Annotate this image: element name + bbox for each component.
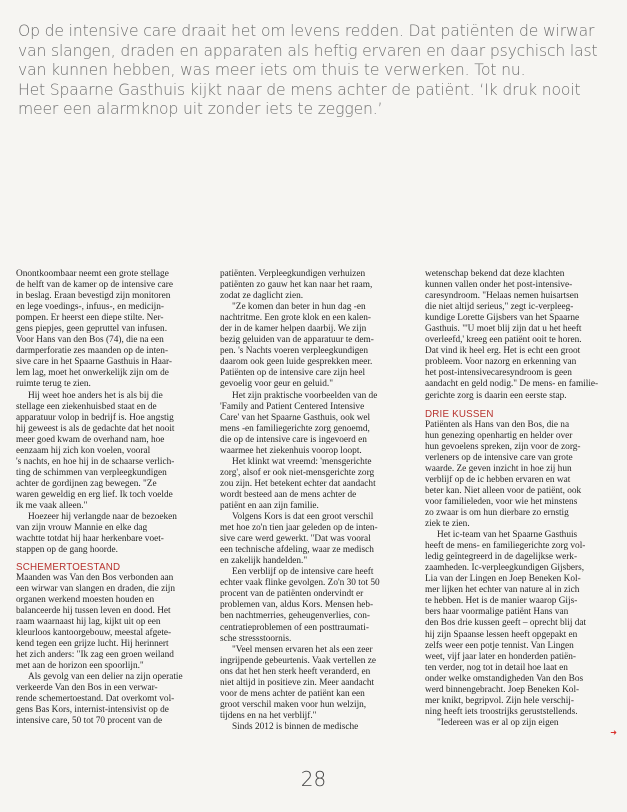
text-line: patiënten. Verpleegkundigen verhuizen [220, 269, 366, 279]
text-line: mer lijken het echter van nature al in zich [425, 585, 580, 596]
text-line: bezig geluiden van de apparatuur te dem- [220, 335, 374, 346]
text-line: de helft van de kamer op de intensive care [16, 280, 173, 291]
text-line: in beslag. Eraan bevestigd zijn monitoren [16, 291, 171, 302]
text-line: sive care werd gewerkt. "Dat was vooral [220, 534, 371, 545]
text-line: een technische afdeling, waar ze medisch [220, 545, 374, 556]
paragraph [425, 718, 619, 729]
text-line: gerichte zorg is daarin een eerste stap. [425, 390, 567, 401]
text-line: Hoezeer hij verlangde naar de bezoeken [28, 512, 177, 523]
text-line: heeft de mens- en familiegerichte zorg vol- [425, 541, 586, 552]
text-line: Volgens Kors is dat een groot verschil [232, 512, 374, 523]
text-line: "Iedereen was er al op zijn eigen [437, 717, 559, 728]
intro-line: van slangen, draden en apparaten als heftig ervaren en daar psychisch last [18, 41, 598, 60]
text-line: "Veel mensen ervaren het als een zeer [232, 644, 373, 655]
text-line: waren geweldig en erg lief. Ik toch voelde [16, 489, 173, 500]
text-line: hij zijn Spaanse lessen heeft opgepakt en [425, 629, 578, 640]
text-line: patiënten zo gauw het kan naar het raam, [220, 280, 373, 291]
text-line: verleners op de intensive care van grote [425, 452, 573, 463]
text-line: Gasthuis. "'U moet blij zijn dat u het heeft [425, 324, 582, 335]
text-line: Een verblijf op de intensive care heeft [232, 567, 374, 578]
text-line: wachtte totdat hij haar herkenbare voet- [16, 534, 164, 545]
text-line: ben nachtmerries, geheugenverlies, con- [220, 611, 370, 622]
text-line: aandacht en geld nodig." De mens- en familie- [425, 379, 599, 390]
text-line: Lia van der Lingen en Joep Beneken Kol- [425, 574, 581, 585]
paragraph [16, 573, 206, 672]
text-line: Het klinkt wat vreemd: 'mensgerichte [232, 456, 372, 467]
text-line: ting de schimmen van verpleegkundigen [16, 467, 167, 478]
text-line: het post-intensivecaresyndroom is geen [425, 368, 572, 379]
text-line: werd binnengebracht. Joep Beneken Kol- [425, 684, 580, 695]
text-line: stappen op de gang hoorde. [16, 545, 118, 556]
text-line: tijdens en na het verblijf." [220, 710, 317, 721]
text-line: gevoelig voor geur en geluid." [220, 379, 334, 390]
paragraph [16, 512, 206, 556]
text-line: niet altijd in positieve zin. Meer aandacht [220, 677, 375, 688]
text-line: Het ic-team van het Spaarne Gasthuis [437, 530, 578, 541]
text-line: hij geweest is als de gedachte dat het nooit [16, 423, 175, 434]
text-line: sche stressstoornis. [220, 633, 292, 644]
text-line: een wirwar van slangen en draden, die zijn [16, 583, 176, 594]
paragraph [220, 645, 410, 722]
text-line: groot verschil maken voor hun welzijn, [220, 699, 367, 710]
text-line: Dat vind ik heel erg. Het is echt een groot [425, 346, 581, 357]
paragraph [425, 530, 619, 718]
intro-line: van kunnen hebben, was meer iets om thuis te verwerken. Tot nu. [18, 61, 526, 80]
text-line: waarde. Ze geven inzicht in hoe zij hun [425, 463, 572, 474]
text-line: intensive care, 50 tot 70 procent van de [16, 716, 163, 727]
text-line: gens piepjes, geen gepruttel van infusen. [16, 324, 168, 335]
text-line: overleefd,' kreeg een patiënt ooit te horen. [425, 335, 582, 346]
text-line: raam waarnaast hij lag, kijkt uit op een [16, 616, 161, 627]
paragraph [220, 567, 410, 644]
text-line: balanceerde hij tussen leven en dood. Het [16, 605, 171, 616]
paragraph [16, 672, 206, 727]
text-line: organen werkend moesten houden en [16, 594, 155, 605]
text-line: zorg', alsof er ook niet-mensgerichte zorg [220, 467, 375, 478]
article-column-2 [220, 269, 410, 733]
arrow-right-icon: ➜ [610, 727, 617, 737]
text-line: darmperforatie zes maanden op de inten- [16, 346, 169, 357]
text-line: weet, vijf jaar later en honderden patiën- [425, 651, 577, 662]
text-line: achter de gordijnen zag bewegen. "Ze [16, 478, 157, 489]
text-line: Onontkoombaar neemt een grote stellage [16, 269, 169, 279]
text-line: verkeerde Van den Bos in een verwar- [16, 683, 158, 694]
text-line: kleurloos kantoorgebouw, meestal afgete- [16, 628, 172, 638]
text-line: nachtritme. Een grote klok en een kalen- [220, 313, 372, 324]
text-line: ik me vaak alleen." [16, 500, 88, 511]
text-line: met aan de horizon een spoorlijn." [16, 661, 144, 672]
text-line: en zakelijk handelden." [220, 556, 308, 567]
text-line: centratieproblemen of een posttraumati- [220, 622, 369, 633]
page-number: 28 [300, 767, 327, 791]
paragraph [220, 722, 410, 733]
text-line: patiënt en aan zijn familie. [220, 500, 319, 511]
text-line: rende schemertoestand. Dat overkomt vol- [16, 694, 175, 705]
text-line: meer goed kwam de overhand nam, hoe [16, 434, 165, 445]
text-line: eenzaam hij zich kon voelen, vooral [16, 445, 151, 456]
text-line: sive care in het Spaarne Gasthuis in Haar- [16, 357, 172, 368]
text-line: daarom ook geen luide gesprekken meer. [220, 357, 373, 368]
text-line: zaamheden. Ic-verpleegkundigen Gijsbers, [425, 563, 585, 574]
section-heading: SCHEMERTOESTAND [16, 561, 121, 573]
text-line: procent van de patiënten ondervindt er [220, 589, 364, 600]
text-line: der in de kamer helpen daarbij. We zijn [220, 324, 367, 335]
text-line: pompen. Er heerst een diepe stilte. Ner- [16, 313, 164, 324]
text-line: Patiënten op de intensive care zijn heel [220, 368, 366, 379]
text-line: voor familieleden, voor wie het minstens [425, 496, 578, 507]
text-line: den Bos drie kussen geeft – oprecht blij dat [425, 618, 587, 629]
text-line: te hebben. Het is de manier waarop Gijs- [425, 596, 578, 607]
section-heading: DRIE KUSSEN [425, 408, 494, 420]
text-line: en lege voedings-, infuus-, en medicijn- [16, 302, 164, 313]
text-line: zo zwaar is om hun dierbare zo ernstig [425, 507, 569, 518]
text-line: Het zijn praktische voorbeelden van de [232, 390, 378, 401]
text-line: die op de intensive care is ingevoerd en [220, 434, 367, 445]
text-line: verblijf op de ic hebben ervaren en wat [425, 474, 571, 485]
text-line: van zijn vrouw Mannie en elke dag [16, 523, 148, 534]
text-line: ons dat het hen sterk heeft veranderd, en [220, 666, 371, 677]
text-line: Care' van het Spaarne Gasthuis, ook wel [220, 412, 371, 423]
text-line: echter vaak flinke gevolgen. Zo'n 30 tot 50 [220, 578, 380, 589]
text-line: 's nachts, en hoe hij in de schaarse verlich- [16, 456, 175, 467]
text-line: ziek te zien. [425, 519, 470, 530]
text-line: zou zijn. Het betekent echter dat aandacht [220, 478, 376, 489]
paragraph [220, 457, 410, 512]
paragraph [220, 512, 410, 567]
paragraph [425, 269, 619, 402]
text-line: Sinds 2012 is binnen de medische [232, 721, 359, 732]
text-line: ledig geïntegreerd in de dagelijkse werk- [425, 552, 578, 563]
paragraph [425, 420, 619, 530]
text-line: waarmee het ziekenhuis voorop loopt. [220, 445, 362, 456]
text-line: kunnen vallen onder het post-intensive- [425, 280, 573, 291]
text-line: gens Bas Kors, internist-intensivist op de [16, 705, 169, 716]
paragraph [16, 391, 206, 513]
text-line: die niet altijd serieus," zegt ic-verpleeg- [425, 302, 574, 313]
intro-line: Op de intensive care draait het om levens redden. Dat patiënten de wirwar [18, 22, 595, 40]
text-line: ingrijpende gebeurtenis. Vaak vertellen ze [220, 655, 377, 666]
text-line: apparatuur volop in bedrijf is. Hoe angstig [16, 412, 174, 423]
text-line: problemen van, aldus Kors. Mensen heb- [220, 600, 374, 611]
text-line: pen. 's Nachts voeren verpleegkundigen [220, 346, 369, 357]
text-line: stellage een ziekenhuisbed staat en de [16, 401, 157, 412]
text-line: Patiënten als Hans van den Bos, die na [425, 419, 570, 430]
text-line: voor de mens achter de patiënt kan een [220, 688, 365, 699]
text-line: probleem. Voor nazorg en erkenning van [425, 357, 577, 368]
text-line: kend tegen een grijze lucht. Hij herinnert [16, 639, 169, 650]
text-line: "Ze komen dan beter in hun dag -en [232, 302, 366, 313]
text-line: Maanden was Van den Bos verbonden aan [16, 572, 174, 583]
text-line: mens -en familiegerichte zorg genoemd, [220, 423, 370, 434]
text-line: bers haar voormalige patiënt Hans van [425, 607, 569, 618]
text-line: Voor Hans van den Bos (74), die na een [16, 335, 164, 346]
paragraph [220, 391, 410, 457]
text-line: ten verder, nog tot in detail hoe laat en [425, 662, 568, 673]
text-line: met hoe zo'n tien jaar geleden op de inten- [220, 523, 378, 534]
text-line: ruimte terug te zien. [16, 379, 91, 390]
text-line: caresyndroom. "Helaas nemen huisartsen [425, 291, 579, 302]
intro-lead [18, 22, 618, 120]
text-line: zelfs weer een potje tennist. Van Lingen [425, 640, 574, 651]
text-line: zodat ze daglicht zien. [220, 291, 304, 302]
text-line: hun genezing openhartig en helder over [425, 430, 573, 441]
text-line: mer knikt, begripvol. Zijn hele verschij- [425, 695, 574, 706]
article-column-3 [425, 269, 619, 737]
text-line: ning heeft iets troostrijks geruststellends. [425, 706, 578, 717]
text-line: het zich anders: "Ik zag een groen weiland [16, 650, 174, 661]
text-line: onder welke omstandigheden Van den Bos [425, 673, 584, 684]
article-column-1 [16, 269, 206, 727]
intro-line: meer een alarmknop uit zonder iets te zeggen.’ [18, 100, 383, 119]
paragraph [16, 269, 206, 391]
text-line: lem lag, moet het onwerkelijk zijn om de [16, 368, 169, 379]
paragraph [220, 302, 410, 390]
intro-line: Het Spaarne Gasthuis kijkt naar de mens achter de patiënt. ‘Ik druk nooit [18, 80, 581, 99]
text-line: Als gevolg van een delier na zijn operatie [28, 672, 183, 683]
text-line: wordt besteed aan de mens achter de [220, 489, 357, 500]
text-line: beter kan. Niet alleen voor de patiënt, ook [425, 485, 582, 496]
text-line: wetenschap bekend dat deze klachten [425, 269, 565, 279]
text-line: hun gevoelens spreken, zijn voor de zorg- [425, 441, 581, 452]
paragraph [220, 269, 410, 302]
text-line: 'Family and Patient Centered Intensive [220, 401, 365, 412]
text-line: Hij weet hoe anders het is als bij die [28, 390, 163, 401]
text-line: kundige Lorette Gijsbers van het Spaarne [425, 313, 580, 324]
